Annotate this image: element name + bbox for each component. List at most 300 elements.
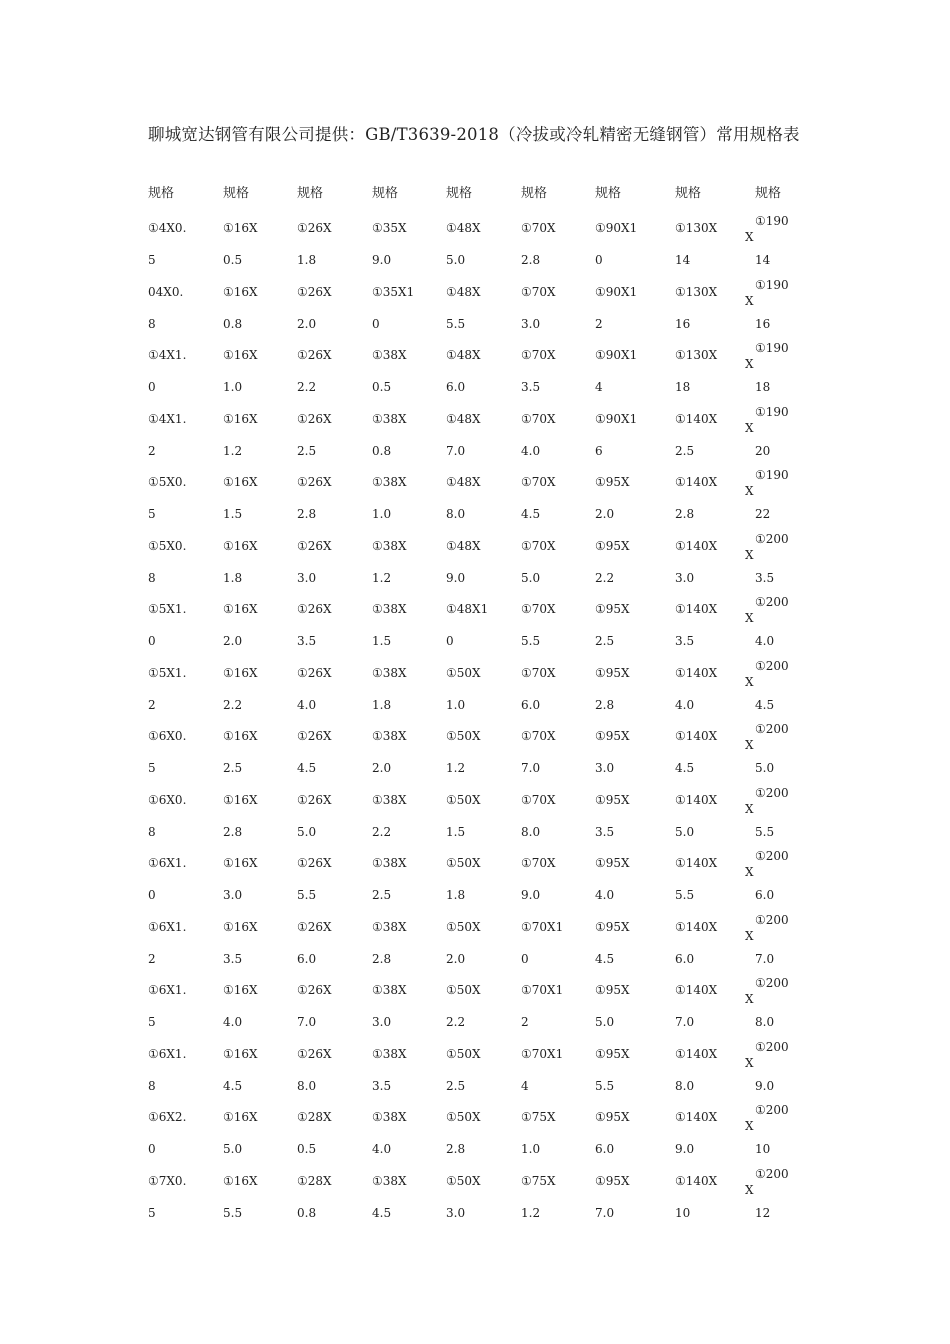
cell-spec-line: ①70X — [521, 856, 556, 870]
table-cell — [745, 468, 819, 539]
cell-spec-line: ①16X — [223, 729, 258, 743]
table-cell — [148, 348, 222, 412]
table-cell — [372, 475, 446, 539]
column-header: 规格 — [675, 186, 702, 201]
cell-spec-line: ①26X — [297, 221, 332, 235]
cell-spec-wall: 7.0 — [297, 1015, 317, 1029]
table-cell — [595, 285, 669, 349]
cell-spec-wall: 2.8 — [521, 253, 541, 267]
cell-spec-wall: 3.0 — [595, 761, 615, 775]
table-cell — [595, 475, 669, 539]
cell-spec-line: ①16X — [223, 475, 258, 489]
table-cell — [595, 539, 669, 603]
table-cell — [372, 666, 446, 730]
cell-spec-line: ①140X — [675, 665, 718, 680]
cell-spec-wall: 5.5 — [595, 1078, 615, 1093]
column-header: 规格 — [223, 186, 250, 201]
cell-spec-line: ①50X — [446, 792, 481, 807]
table-cell — [223, 1110, 297, 1174]
cell-spec-wall: 1.8 — [372, 697, 392, 712]
table-cell — [595, 348, 669, 412]
table-cell — [372, 1047, 446, 1111]
cell-spec-line: ①16X — [223, 1173, 258, 1188]
table-row — [0, 912, 950, 984]
cell-spec-wall: 0.5 — [297, 1142, 317, 1156]
cell-spec-line: ①38X — [372, 1110, 407, 1124]
cell-spec-wall: 5.5 — [297, 888, 317, 902]
cell-spec-line: ①140X — [675, 1173, 718, 1188]
table-cell — [223, 602, 297, 666]
cell-spec-line: ①7X0. — [148, 1173, 187, 1188]
cell-spec-wall: 3.0 — [297, 570, 317, 585]
cell-spec-wall: 6.0 — [446, 380, 466, 394]
cell-spec-line: ①70X — [521, 348, 556, 362]
cell-spec-line: ①26X — [297, 665, 332, 680]
table-cell — [297, 729, 371, 793]
cell-spec-line: ①26X — [297, 284, 332, 299]
cell-spec-wall: 1.5 — [223, 507, 243, 521]
table-cell — [521, 602, 595, 666]
table-row — [0, 468, 950, 539]
cell-spec-wall: 4.5 — [297, 761, 317, 775]
table-cell — [675, 856, 749, 920]
cell-spec-wall: 3.5 — [521, 380, 541, 394]
table-cell — [446, 793, 520, 857]
table-row — [0, 976, 950, 1047]
table-cell — [595, 1047, 669, 1111]
cell-spec-wall: 8.0 — [755, 1015, 775, 1029]
cell-spec-wall: 6.0 — [521, 697, 541, 712]
table-cell — [297, 1174, 371, 1238]
cell-spec-wall: 5.0 — [595, 1015, 615, 1029]
table-cell — [675, 412, 749, 476]
cell-spec-line: ①140X — [675, 792, 718, 807]
cell-spec-line: ①140X — [675, 475, 718, 489]
cell-spec-line: ①70X — [521, 221, 556, 235]
cell-spec-wall: 2.2 — [297, 380, 317, 394]
table-cell — [745, 341, 819, 412]
cell-spec-wall: 2 — [148, 951, 156, 966]
cell-spec-wall: 2.2 — [446, 1015, 466, 1029]
cell-spec-wall: 0 — [521, 951, 529, 966]
table-cell — [223, 729, 297, 793]
cell-spec-wall: 8 — [148, 316, 156, 331]
table-cell — [521, 348, 595, 412]
cell-spec-wall: 8.0 — [297, 1078, 317, 1093]
cell-spec-line: ①38X — [372, 856, 407, 870]
table-cell — [521, 856, 595, 920]
table-cell — [372, 920, 446, 984]
column-header: 规格 — [755, 186, 782, 201]
cell-spec-line: ①95X — [595, 1173, 630, 1188]
page-title: 聊城宽达钢管有限公司提供：GB/T3639-2018（冷拔或冷轧精密无缝钢管）常用规格表 — [148, 125, 800, 144]
cell-spec-wall: 2.8 — [372, 951, 392, 966]
table-cell — [675, 793, 749, 857]
table-cell — [745, 1166, 819, 1238]
cell-spec-wall: 2.0 — [223, 634, 243, 648]
table-cell — [148, 856, 222, 920]
cell-spec-wall: 5 — [148, 507, 156, 521]
cell-spec-line: ①38X — [372, 348, 407, 362]
cell-spec-wall: 9.0 — [372, 253, 392, 267]
table-cell — [595, 602, 669, 666]
cell-spec-wall: 8 — [148, 570, 156, 585]
table-cell — [446, 348, 520, 412]
table-cell — [372, 221, 446, 285]
cell-spec-line: ①48X — [446, 284, 481, 299]
cell-spec-wall: 0 — [148, 380, 156, 394]
table-cell — [223, 856, 297, 920]
cell-spec-wall: 3.5 — [595, 824, 615, 839]
cell-spec-wall: 3.0 — [446, 1205, 466, 1220]
cell-spec-wall: 2.5 — [297, 443, 317, 458]
cell-spec-line: ①70X — [521, 792, 556, 807]
table-cell — [372, 412, 446, 476]
cell-spec-wall: 7.0 — [755, 951, 775, 966]
table-cell — [223, 920, 297, 984]
cell-spec-line: ①200 — [755, 658, 789, 673]
table-cell — [297, 348, 371, 412]
table-cell — [595, 666, 669, 730]
cell-spec-line: ①16X — [223, 1046, 258, 1061]
cell-spec-wall: 4 — [521, 1078, 529, 1093]
cell-spec-wall: 0.8 — [297, 1205, 317, 1220]
cell-spec-wall: 2 — [148, 443, 156, 458]
cell-spec-wall: 8 — [148, 824, 156, 839]
table-cell — [595, 856, 669, 920]
cell-spec-wall: 0.8 — [372, 443, 392, 458]
cell-spec-line: ①75X — [521, 1173, 556, 1188]
table-cell — [297, 475, 371, 539]
cell-spec-wall: 2.5 — [595, 634, 615, 648]
cell-spec-line: ①26X — [297, 538, 332, 553]
cell-spec-wall: 5.5 — [521, 634, 541, 648]
cell-spec-wall: 3.5 — [297, 634, 317, 648]
cell-spec-wall: 2.0 — [595, 507, 615, 521]
cell-spec-line: ①26X — [297, 602, 332, 616]
cell-spec-wall: 20 — [755, 443, 771, 458]
cell-spec-x: X — [745, 293, 754, 308]
cell-spec-line: ①26X — [297, 729, 332, 743]
cell-spec-line: ①200 — [755, 595, 789, 609]
cell-spec-wall: 2.2 — [223, 697, 243, 712]
cell-spec-wall: 4.5 — [372, 1205, 392, 1220]
cell-spec-wall: 1.2 — [446, 761, 466, 775]
cell-spec-line: ①140X — [675, 411, 718, 426]
cell-spec-line: ①48X — [446, 538, 481, 553]
cell-spec-line: ①50X — [446, 919, 481, 934]
cell-spec-line: ①140X — [675, 1046, 718, 1061]
cell-spec-line: ①140X — [675, 729, 718, 743]
table-cell — [745, 595, 819, 666]
table-row — [0, 849, 950, 920]
table-cell — [745, 1103, 819, 1174]
table-cell — [521, 983, 595, 1047]
cell-spec-line: ①140X — [675, 1110, 718, 1124]
table-cell — [148, 475, 222, 539]
cell-spec-wall: 4.0 — [755, 634, 775, 648]
cell-spec-line: ①5X1. — [148, 665, 187, 680]
table-cell — [148, 1174, 222, 1238]
cell-spec-wall: 9.0 — [675, 1142, 695, 1156]
cell-spec-wall: 0 — [446, 634, 454, 648]
cell-spec-line: ①200 — [755, 531, 789, 546]
cell-spec-line: ①95X — [595, 856, 630, 870]
table-cell — [148, 539, 222, 603]
cell-spec-wall: 3.5 — [372, 1078, 392, 1093]
cell-spec-wall: 7.0 — [595, 1205, 615, 1220]
cell-spec-line: ①140X — [675, 538, 718, 553]
table-row — [0, 658, 950, 730]
table-row — [0, 595, 950, 666]
cell-spec-wall: 1.8 — [223, 570, 243, 585]
cell-spec-line: ①95X — [595, 919, 630, 934]
cell-spec-line: ①70X — [521, 284, 556, 299]
cell-spec-wall: 14 — [755, 253, 771, 267]
cell-spec-line: ①38X — [372, 983, 407, 997]
table-row — [0, 1039, 950, 1111]
cell-spec-wall: 7.0 — [675, 1015, 695, 1029]
cell-spec-line: ①4X1. — [148, 348, 187, 362]
table-cell — [675, 602, 749, 666]
cell-spec-line: ①70X — [521, 411, 556, 426]
cell-spec-wall: 5 — [148, 253, 156, 267]
cell-spec-wall: 5.0 — [446, 253, 466, 267]
table-cell — [148, 983, 222, 1047]
cell-spec-line: ①16X — [223, 665, 258, 680]
table-cell — [745, 531, 819, 603]
cell-spec-line: ①200 — [755, 785, 789, 800]
cell-spec-line: ①6X1. — [148, 919, 187, 934]
table-cell — [148, 793, 222, 857]
cell-spec-wall: 5.5 — [755, 824, 775, 839]
cell-spec-line: ①26X — [297, 411, 332, 426]
cell-spec-line: ①95X — [595, 538, 630, 553]
table-cell — [745, 785, 819, 857]
table-row — [0, 341, 950, 412]
cell-spec-wall: 3.0 — [675, 570, 695, 585]
table-cell — [595, 1174, 669, 1238]
table-cell — [297, 920, 371, 984]
cell-spec-line: ①16X — [223, 792, 258, 807]
cell-spec-line: ①26X — [297, 983, 332, 997]
table-cell — [521, 1110, 595, 1174]
cell-spec-line: ①95X — [595, 602, 630, 616]
cell-spec-line: ①190 — [755, 277, 789, 292]
cell-spec-line: ①16X — [223, 411, 258, 426]
table-cell — [223, 1174, 297, 1238]
cell-spec-line: ①70X1 — [521, 1046, 564, 1061]
cell-spec-line: ①50X — [446, 1173, 481, 1188]
cell-spec-line: ①28X — [297, 1110, 332, 1124]
table-cell — [675, 666, 749, 730]
cell-spec-wall: 4.0 — [521, 443, 541, 458]
cell-spec-line: ①38X — [372, 1173, 407, 1188]
table-cell — [148, 285, 222, 349]
cell-spec-wall: 2.0 — [297, 316, 317, 331]
cell-spec-line: ①50X — [446, 729, 481, 743]
cell-spec-wall: 4.5 — [595, 951, 615, 966]
cell-spec-wall: 3.5 — [223, 951, 243, 966]
table-cell — [446, 602, 520, 666]
cell-spec-line: ①95X — [595, 729, 630, 743]
cell-spec-line: ①90X1 — [595, 348, 638, 362]
cell-spec-line: ①16X — [223, 602, 258, 616]
cell-spec-line: ①6X0. — [148, 792, 187, 807]
cell-spec-line: ①38X — [372, 475, 407, 489]
cell-spec-wall: 16 — [675, 316, 691, 331]
cell-spec-line: ①26X — [297, 856, 332, 870]
cell-spec-line: ①95X — [595, 1046, 630, 1061]
cell-spec-line: ①50X — [446, 1046, 481, 1061]
table-row — [0, 214, 950, 285]
table-cell — [446, 983, 520, 1047]
table-cell — [521, 666, 595, 730]
cell-spec-wall: 1.5 — [372, 634, 392, 648]
table-cell — [372, 539, 446, 603]
cell-spec-wall: 14 — [675, 253, 691, 267]
cell-spec-wall: 6 — [595, 443, 603, 458]
cell-spec-wall: 2.5 — [223, 761, 243, 775]
table-cell — [521, 1174, 595, 1238]
cell-spec-line: ①38X — [372, 919, 407, 934]
cell-spec-wall: 5.0 — [297, 824, 317, 839]
cell-spec-x: X — [745, 992, 754, 1006]
cell-spec-line: ①70X — [521, 538, 556, 553]
cell-spec-line: ①26X — [297, 792, 332, 807]
table-cell — [223, 221, 297, 285]
table-cell — [148, 602, 222, 666]
cell-spec-line: ①16X — [223, 284, 258, 299]
cell-spec-wall: 1.0 — [521, 1142, 541, 1156]
cell-spec-line: ①26X — [297, 1046, 332, 1061]
cell-spec-wall: 8.0 — [446, 507, 466, 521]
table-cell — [297, 285, 371, 349]
cell-spec-line: ①70X1 — [521, 983, 564, 997]
cell-spec-wall: 5.0 — [675, 824, 695, 839]
table-cell — [675, 920, 749, 984]
column-header: 规格 — [372, 186, 399, 201]
cell-spec-line: ①50X — [446, 665, 481, 680]
table-cell — [223, 475, 297, 539]
cell-spec-line: ①140X — [675, 919, 718, 934]
cell-spec-line: ①26X — [297, 348, 332, 362]
cell-spec-line: ①190 — [755, 404, 789, 419]
table-cell — [521, 412, 595, 476]
cell-spec-wall: 1.8 — [446, 888, 466, 902]
cell-spec-line: ①130X — [675, 348, 718, 362]
cell-spec-line: ①200 — [755, 1166, 789, 1181]
cell-spec-wall: 10 — [675, 1205, 691, 1220]
table-cell — [446, 539, 520, 603]
table-cell — [297, 983, 371, 1047]
table-cell — [446, 920, 520, 984]
table-cell — [372, 1174, 446, 1238]
table-cell — [223, 666, 297, 730]
cell-spec-wall: 0 — [372, 316, 380, 331]
table-cell — [446, 856, 520, 920]
cell-spec-line: ①70X — [521, 665, 556, 680]
table-cell — [148, 1047, 222, 1111]
cell-spec-wall: 9.0 — [755, 1078, 775, 1093]
table-cell — [372, 983, 446, 1047]
table-row — [0, 404, 950, 476]
cell-spec-wall: 4.0 — [297, 697, 317, 712]
cell-spec-wall: 6.0 — [595, 1142, 615, 1156]
cell-spec-wall: 1.0 — [372, 507, 392, 521]
table-cell — [297, 856, 371, 920]
table-cell — [223, 983, 297, 1047]
cell-spec-line: ①200 — [755, 722, 789, 736]
cell-spec-line: ①5X0. — [148, 538, 187, 553]
cell-spec-line: ①200 — [755, 912, 789, 927]
cell-spec-wall: 2.2 — [595, 570, 615, 585]
cell-spec-wall: 2.5 — [372, 888, 392, 902]
cell-spec-line: ①16X — [223, 856, 258, 870]
cell-spec-line: ①16X — [223, 221, 258, 235]
cell-spec-line: ①6X2. — [148, 1110, 187, 1124]
table-cell — [446, 1110, 520, 1174]
cell-spec-line: ①95X — [595, 792, 630, 807]
table-cell — [595, 1110, 669, 1174]
table-cell — [675, 1174, 749, 1238]
cell-spec-wall: 1.0 — [223, 380, 243, 394]
cell-spec-wall: 3.5 — [675, 634, 695, 648]
cell-spec-wall: 0 — [148, 888, 156, 902]
table-cell — [446, 285, 520, 349]
cell-spec-line: ①26X — [297, 919, 332, 934]
table-cell — [372, 1110, 446, 1174]
table-row — [0, 722, 950, 793]
cell-spec-line: ①70X1 — [521, 919, 564, 934]
cell-spec-wall: 0.5 — [372, 380, 392, 394]
table-cell — [745, 1039, 819, 1111]
cell-spec-line: ①38X — [372, 411, 407, 426]
table-cell — [521, 221, 595, 285]
table-cell — [297, 1047, 371, 1111]
table-cell — [372, 856, 446, 920]
cell-spec-wall: 0 — [595, 253, 603, 267]
table-cell — [745, 976, 819, 1047]
table-cell — [675, 539, 749, 603]
cell-spec-wall: 2.8 — [595, 697, 615, 712]
table-cell — [675, 983, 749, 1047]
table-cell — [745, 658, 819, 730]
cell-spec-wall: 4.5 — [521, 507, 541, 521]
table-cell — [297, 666, 371, 730]
cell-spec-line: 04X0. — [148, 284, 184, 299]
cell-spec-wall: 6.0 — [755, 888, 775, 902]
table-cell — [223, 539, 297, 603]
cell-spec-line: ①48X — [446, 411, 481, 426]
cell-spec-wall: 2.8 — [446, 1142, 466, 1156]
cell-spec-line: ①190 — [755, 214, 789, 228]
table-cell — [675, 729, 749, 793]
cell-spec-wall: 6.0 — [297, 951, 317, 966]
cell-spec-line: ①90X1 — [595, 411, 638, 426]
cell-spec-wall: 1.0 — [446, 697, 466, 712]
cell-spec-wall: 2.8 — [675, 507, 695, 521]
table-cell — [297, 1110, 371, 1174]
table-cell — [745, 849, 819, 920]
cell-spec-line: ①48X — [446, 475, 481, 489]
table-cell — [521, 729, 595, 793]
cell-spec-line: ①95X — [595, 475, 630, 489]
cell-spec-wall: 4.5 — [675, 761, 695, 775]
cell-spec-line: ①38X — [372, 538, 407, 553]
table-row — [0, 1166, 950, 1238]
cell-spec-wall: 5 — [148, 1205, 156, 1220]
